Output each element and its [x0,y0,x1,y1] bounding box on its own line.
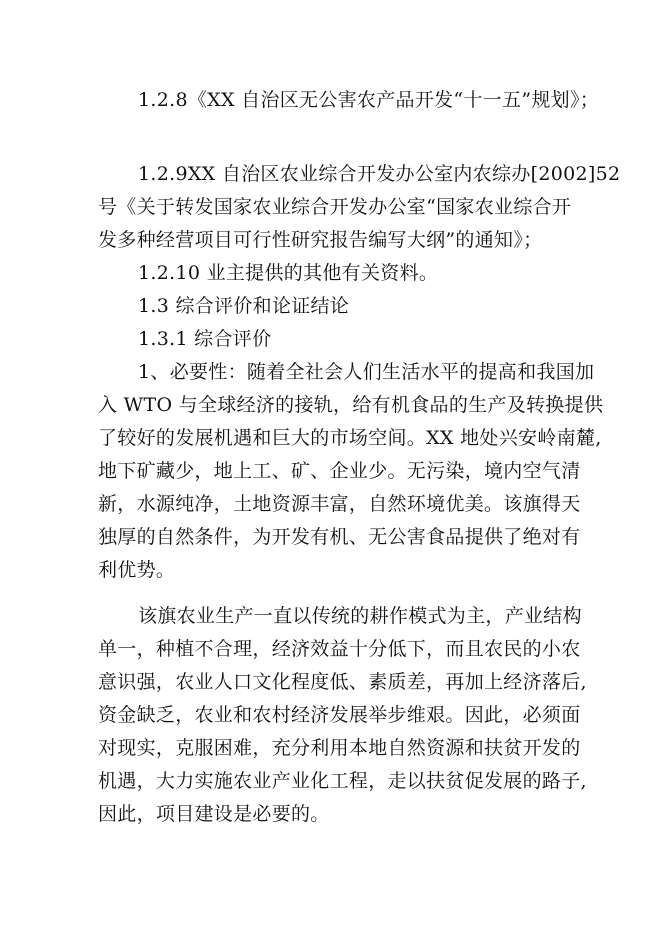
text-line: 意识强，农业人口文化程度低、素质差，再加上经济落后, [98,671,587,693]
text-line: 单一，种植不合理，经济效益十分低下，而且农民的小农 [98,638,581,660]
text-line: 1.2.9XX 自治区农业综合开发办公室内农综办[2002]52 [138,163,621,185]
text-line: 独厚的自然条件，为开发有机、无公害食品提供了绝对有 [98,526,581,548]
text-line: 利优势。 [98,559,176,581]
paragraph-agriculture [98,600,587,831]
text-line: 号《关于转发国家农业综合开发办公室“国家农业综合开 [98,196,572,218]
text-line: 对现实，克服困难，充分利用本地自然资源和扶贫开发的 [98,737,581,759]
text-line: 1.2.8《XX 自治区无公害农产品开发“十一五”规划》； [138,89,600,111]
text-line: 地下矿藏少，地上工、矿、企业少。无污染，境内空气清 [98,460,581,482]
text-line: 1、必要性：随着全社会人们生活水平的提高和我国加 [138,361,595,383]
heading-1-3-1 [98,323,578,356]
paragraph-1-2-8 [98,84,600,117]
paragraph-necessity [98,356,604,587]
text-line: 1.3 综合评价和论证结论 [138,295,350,317]
text-line: 1.3.1 综合评价 [138,328,272,350]
paragraph-1-2-10 [98,257,578,290]
text-line: 新，水源纯净，土地资源丰富，自然环境优美。该旗得天 [98,493,581,515]
paragraph-1-2-9 [98,158,621,257]
text-line: 入 WTO 与全球经济的接轨，给有机食品的生产及转换提供 [98,394,604,416]
heading-1-3 [98,290,578,323]
text-line: 1.2.10 业主提供的其他有关资料。 [138,262,439,284]
text-line: 了较好的发展机遇和巨大的市场空间。XX 地处兴安岭南麓, [98,427,602,449]
text-line: 该旗农业生产一直以传统的耕作模式为主，产业结构 [138,605,582,627]
text-line: 资金缺乏，农业和农村经济发展举步维艰。因此，必须面 [98,704,581,726]
text-line: 机遇，大力实施农业产业化工程，走以扶贫促发展的路子, [98,770,587,792]
text-line: 发多种经营项目可行性研究报告编写大纲”的通知》； [98,229,543,251]
text-line: 因此，项目建设是必要的。 [98,803,330,825]
